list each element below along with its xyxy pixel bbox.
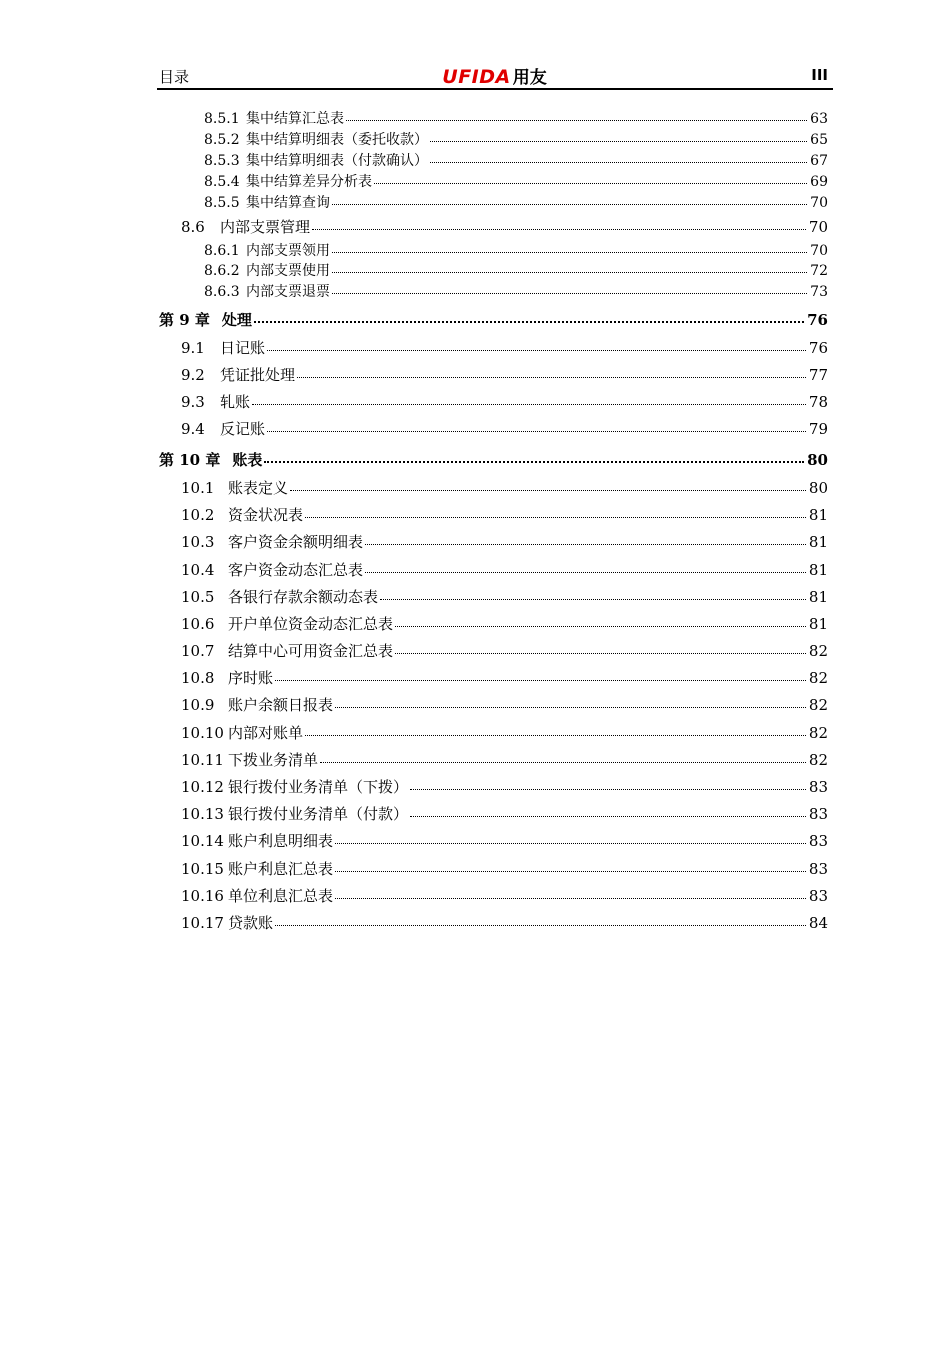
toc-entry-label bbox=[181, 395, 250, 410]
toc-entry-title: 账户利息明细表 bbox=[228, 832, 334, 850]
toc-entry-label bbox=[204, 175, 372, 189]
toc-entry-title: 轧账 bbox=[220, 393, 251, 411]
toc-entry-page: 76 bbox=[808, 339, 828, 357]
toc-entry-page: 67 bbox=[810, 153, 828, 169]
toc-entry-number: 10.2 bbox=[181, 506, 215, 524]
toc-entry-title: 各银行存款余额动态表 bbox=[228, 588, 379, 606]
header-divider bbox=[157, 88, 833, 90]
toc-entry-title: 开户单位资金动态汇总表 bbox=[228, 615, 394, 633]
dot-leader bbox=[335, 843, 806, 844]
toc-entry-label bbox=[204, 112, 344, 126]
toc-entry-title: 下拨业务清单 bbox=[228, 751, 319, 769]
toc-entry-label bbox=[181, 220, 310, 235]
toc-entry-number: 10.14 bbox=[181, 832, 224, 850]
toc-chapter-entry[interactable] bbox=[159, 313, 828, 328]
toc-entry-number: 8.5.3 bbox=[204, 153, 240, 169]
toc-entry[interactable] bbox=[181, 590, 828, 605]
toc-entry[interactable] bbox=[181, 508, 828, 523]
toc-entry-label bbox=[204, 285, 330, 299]
toc-entry-title: 内部支票使用 bbox=[246, 263, 330, 279]
dot-leader bbox=[430, 162, 807, 163]
toc-entry-page: 83 bbox=[808, 805, 828, 823]
toc-entry-page: 81 bbox=[808, 561, 828, 579]
toc-entry[interactable] bbox=[204, 175, 828, 189]
toc-entry-label bbox=[181, 481, 288, 496]
toc-entry-label bbox=[181, 422, 265, 437]
toc-entry-label bbox=[181, 563, 363, 578]
toc-entry-title: 反记账 bbox=[220, 420, 266, 438]
toc-entry-label bbox=[159, 453, 262, 468]
dot-leader bbox=[332, 293, 807, 294]
ufida-logo bbox=[157, 63, 832, 88]
toc-entry-page: 76 bbox=[807, 311, 828, 329]
toc-entry-number: 10.11 bbox=[181, 751, 224, 769]
toc-entry[interactable] bbox=[181, 481, 828, 496]
toc-entry-page: 81 bbox=[808, 506, 828, 524]
toc-entry[interactable] bbox=[181, 726, 828, 741]
logo-brand-text: UFIDA bbox=[442, 66, 511, 88]
logo-chinese-text: 用友 bbox=[512, 68, 547, 88]
toc-entry-title: 账表 bbox=[232, 451, 263, 469]
toc-entry-title: 资金状况表 bbox=[228, 506, 304, 524]
toc-entry-page: 81 bbox=[808, 533, 828, 551]
dot-leader bbox=[395, 626, 806, 627]
toc-entry-number: 第 10 章 bbox=[159, 451, 221, 469]
toc-entry-number: 10.10 bbox=[181, 724, 224, 742]
dot-leader bbox=[290, 490, 806, 491]
toc-entry-label bbox=[181, 753, 318, 768]
toc-entry-title: 内部支票领用 bbox=[246, 243, 330, 259]
dot-leader bbox=[335, 898, 806, 899]
toc-entry-label bbox=[181, 368, 295, 383]
toc-entry-page: 82 bbox=[808, 642, 828, 660]
toc-entry-label bbox=[181, 617, 393, 632]
dot-leader bbox=[395, 653, 806, 654]
dot-leader bbox=[264, 461, 804, 463]
header-page-number: III bbox=[811, 66, 828, 84]
toc-entry-page: 69 bbox=[810, 174, 828, 190]
toc-entry[interactable] bbox=[181, 422, 828, 437]
toc-entry-title: 银行拨付业务清单（付款） bbox=[228, 805, 409, 823]
toc-entry-title: 结算中心可用资金汇总表 bbox=[228, 642, 394, 660]
toc-entry-page: 83 bbox=[808, 860, 828, 878]
toc-entry-number: 10.12 bbox=[181, 778, 224, 796]
toc-entry-number: 10.6 bbox=[181, 615, 215, 633]
dot-leader bbox=[267, 431, 806, 432]
toc-entry-number: 8.5.2 bbox=[204, 132, 240, 148]
toc-entry-number: 第 9 章 bbox=[159, 311, 210, 329]
toc-entry[interactable] bbox=[204, 112, 828, 126]
toc-entry-page: 81 bbox=[808, 615, 828, 633]
toc-entry[interactable] bbox=[181, 862, 828, 877]
toc-entry-page: 82 bbox=[808, 724, 828, 742]
toc-entry-page: 70 bbox=[810, 243, 828, 259]
toc-entry-label bbox=[204, 264, 330, 278]
toc-entry-number: 9.1 bbox=[181, 339, 205, 357]
toc-entry-title: 日记账 bbox=[220, 339, 266, 357]
dot-leader bbox=[410, 816, 806, 817]
toc-entry-title: 集中结算查询 bbox=[246, 195, 330, 211]
toc-entry-page: 83 bbox=[808, 887, 828, 905]
toc-entry-title: 内部支票管理 bbox=[220, 218, 311, 236]
toc-entry[interactable] bbox=[181, 563, 828, 578]
toc-entry-number: 8.5.5 bbox=[204, 195, 240, 211]
toc-entry-page: 83 bbox=[808, 832, 828, 850]
toc-entry-page: 78 bbox=[808, 393, 828, 411]
toc-entry-number: 8.6.3 bbox=[204, 284, 240, 300]
toc-entry[interactable] bbox=[204, 285, 828, 299]
dot-leader bbox=[346, 120, 807, 121]
toc-entry-label bbox=[181, 780, 408, 795]
toc-entry-page: 79 bbox=[808, 420, 828, 438]
toc-entry[interactable] bbox=[181, 368, 828, 383]
toc-entry-title: 银行拨付业务清单（下拨） bbox=[228, 778, 409, 796]
toc-entry-number: 8.5.1 bbox=[204, 111, 240, 127]
toc-entry-label bbox=[181, 698, 333, 713]
toc-entry-label bbox=[181, 807, 408, 822]
header-section-title: 目录 bbox=[159, 68, 190, 86]
dot-leader bbox=[305, 517, 806, 518]
toc-entry-page: 77 bbox=[808, 366, 828, 384]
toc-entry-page: 82 bbox=[808, 751, 828, 769]
toc-entry-label bbox=[204, 244, 330, 258]
toc-entry-label bbox=[181, 644, 393, 659]
toc-entry-label bbox=[181, 535, 363, 550]
toc-entry[interactable] bbox=[204, 264, 828, 278]
dot-leader bbox=[297, 377, 806, 378]
dot-leader bbox=[275, 680, 806, 681]
toc-entry[interactable] bbox=[181, 395, 828, 410]
toc-entry-number: 8.6.1 bbox=[204, 243, 240, 259]
toc-entry-page: 84 bbox=[808, 914, 828, 932]
toc-entry-number: 9.4 bbox=[181, 420, 205, 438]
toc-entry-number: 8.6.2 bbox=[204, 263, 240, 279]
dot-leader bbox=[365, 544, 806, 545]
toc-entry-title: 账户利息汇总表 bbox=[228, 860, 334, 878]
toc-entry-page: 81 bbox=[808, 588, 828, 606]
toc-entry[interactable] bbox=[181, 780, 828, 795]
toc-entry-label bbox=[181, 889, 333, 904]
toc-entry[interactable] bbox=[204, 244, 828, 258]
toc-entry[interactable] bbox=[204, 154, 828, 168]
dot-leader bbox=[254, 321, 804, 323]
toc-entry-page: 72 bbox=[810, 263, 828, 279]
toc-entry[interactable] bbox=[181, 644, 828, 659]
toc-entry-title: 集中结算明细表（付款确认） bbox=[246, 153, 428, 169]
toc-entry-label bbox=[204, 154, 428, 168]
toc-entry-number: 9.2 bbox=[181, 366, 205, 384]
toc-entry-number: 10.5 bbox=[181, 588, 215, 606]
toc-entry-label bbox=[181, 590, 378, 605]
toc-entry-number: 10.9 bbox=[181, 696, 215, 714]
toc-entry-page: 82 bbox=[808, 669, 828, 687]
toc-entry-page: 65 bbox=[810, 132, 828, 148]
toc-entry-label bbox=[181, 671, 273, 686]
dot-leader bbox=[332, 272, 807, 273]
dot-leader bbox=[332, 252, 807, 253]
dot-leader bbox=[410, 789, 806, 790]
toc-entry[interactable] bbox=[181, 698, 828, 713]
dot-leader bbox=[335, 707, 806, 708]
dot-leader bbox=[312, 229, 806, 230]
toc-entry-title: 贷款账 bbox=[228, 914, 274, 932]
dot-leader bbox=[335, 871, 806, 872]
toc-entry[interactable] bbox=[204, 133, 828, 147]
toc-entry-label bbox=[181, 862, 333, 877]
toc-entry[interactable] bbox=[181, 535, 828, 550]
toc-entry[interactable] bbox=[181, 341, 828, 356]
toc-entry-title: 客户资金动态汇总表 bbox=[228, 561, 364, 579]
toc-entry[interactable] bbox=[181, 753, 828, 768]
toc-entry-title: 集中结算明细表（委托收款） bbox=[246, 132, 428, 148]
toc-entry-title: 处理 bbox=[221, 311, 252, 329]
toc-entry-title: 内部支票退票 bbox=[246, 284, 330, 300]
toc-entry[interactable] bbox=[181, 834, 828, 849]
toc-entry-label bbox=[181, 834, 333, 849]
dot-leader bbox=[365, 572, 806, 573]
dot-leader bbox=[332, 204, 807, 205]
toc-entry-number: 9.3 bbox=[181, 393, 205, 411]
toc-entry[interactable] bbox=[204, 196, 828, 210]
toc-entry-page: 80 bbox=[807, 451, 828, 469]
toc-entry-page: 82 bbox=[808, 696, 828, 714]
page-header bbox=[157, 62, 832, 88]
toc-entry-title: 账户余额日报表 bbox=[228, 696, 334, 714]
dot-leader bbox=[252, 404, 806, 405]
toc-entry-number: 8.5.4 bbox=[204, 174, 240, 190]
toc-entry-number: 10.3 bbox=[181, 533, 215, 551]
toc-entry-label bbox=[159, 313, 252, 328]
toc-entry[interactable] bbox=[181, 671, 828, 686]
toc-entry-title: 客户资金余额明细表 bbox=[228, 533, 364, 551]
toc-entry-label bbox=[181, 726, 303, 741]
dot-leader bbox=[320, 762, 806, 763]
toc-entry-page: 63 bbox=[810, 111, 828, 127]
toc-entry[interactable] bbox=[181, 220, 828, 235]
toc-entry-title: 单位利息汇总表 bbox=[228, 887, 334, 905]
dot-leader bbox=[275, 925, 806, 926]
toc-entry-label bbox=[204, 196, 330, 210]
toc-entry-page: 83 bbox=[808, 778, 828, 796]
dot-leader bbox=[374, 183, 807, 184]
toc-entry-label bbox=[204, 133, 428, 147]
toc-entry-label bbox=[181, 341, 265, 356]
toc-entry-number: 10.17 bbox=[181, 914, 224, 932]
toc-entry-number: 10.7 bbox=[181, 642, 215, 660]
toc-entry-title: 凭证批处理 bbox=[220, 366, 296, 384]
toc-entry-label bbox=[181, 508, 303, 523]
dot-leader bbox=[430, 141, 807, 142]
toc-entry[interactable] bbox=[181, 916, 828, 931]
toc-entry[interactable] bbox=[181, 617, 828, 632]
toc-entry-title: 账表定义 bbox=[228, 479, 289, 497]
toc-entry-number: 10.1 bbox=[181, 479, 215, 497]
toc-entry-number: 10.8 bbox=[181, 669, 215, 687]
toc-entry-number: 10.4 bbox=[181, 561, 215, 579]
dot-leader bbox=[380, 599, 806, 600]
toc-entry-page: 70 bbox=[810, 195, 828, 211]
toc-entry-page: 70 bbox=[808, 218, 828, 236]
dot-leader bbox=[305, 735, 806, 736]
toc-entry-title: 序时账 bbox=[228, 669, 274, 687]
toc-entry-label bbox=[181, 916, 273, 931]
toc-entry-number: 10.15 bbox=[181, 860, 224, 878]
toc-chapter-entry[interactable] bbox=[159, 453, 828, 468]
toc-entry[interactable] bbox=[181, 889, 828, 904]
dot-leader bbox=[267, 350, 806, 351]
toc-entry[interactable] bbox=[181, 807, 828, 822]
toc-entry-number: 10.13 bbox=[181, 805, 224, 823]
toc-entry-title: 集中结算汇总表 bbox=[246, 111, 344, 127]
toc-entry-number: 8.6 bbox=[181, 218, 205, 236]
toc-entry-number: 10.16 bbox=[181, 887, 224, 905]
toc-entry-title: 内部对账单 bbox=[228, 724, 304, 742]
toc-entry-page: 73 bbox=[810, 284, 828, 300]
toc-entry-title: 集中结算差异分析表 bbox=[246, 174, 372, 190]
toc-entry-page: 80 bbox=[808, 479, 828, 497]
